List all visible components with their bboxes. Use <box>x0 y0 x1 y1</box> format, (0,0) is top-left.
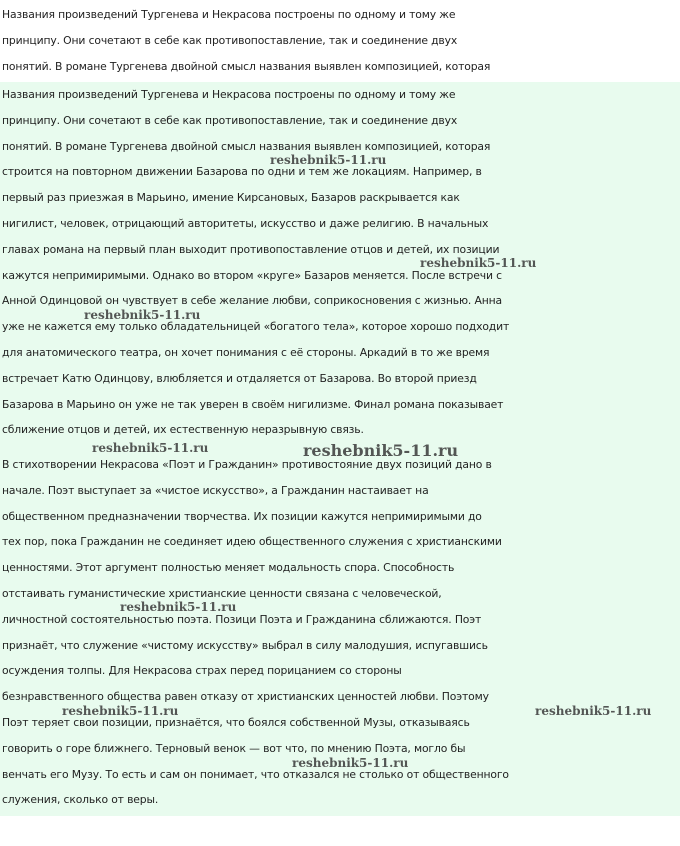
watermark-text: reshebnik5-11.ru <box>62 704 179 718</box>
text-line: понятий. В романе Тургенева двойной смысл названия выявлен композицией, которая <box>2 139 491 153</box>
watermark-text: reshebnik5-11.ru <box>92 441 209 455</box>
text-line: В стихотворении Некрасова «Поэт и Гражданин» противостояние двух позиций дано в <box>2 458 492 471</box>
text-line: строится на повторном движении Базарова по одни и тем же локациям. Например, в <box>2 165 482 179</box>
text-line: служения, сколько от веры. <box>2 793 159 807</box>
text-line: принципу. Они сочетают в себе как противопоставление, так и соединение двух <box>2 33 458 47</box>
watermark-text: reshebnik5-11.ru <box>120 600 237 614</box>
text-line: венчать его Музу. То есть и сам он понимает, что отказался не столько от общественного <box>2 767 509 781</box>
watermark-text: reshebnik5-11.ru <box>535 704 652 718</box>
paragraph-turgenev <box>0 82 680 443</box>
text-line: личностной состоятельностью поэта. Позици Поэта и Гражданина сближаются. Поэт <box>2 612 482 626</box>
text-line: первый раз приезжая в Марьино, имение Кирсановых, Базаров раскрывается как <box>2 191 460 205</box>
text-line: принципу. Они сочетают в себе как противопоставление, так и соединение двух <box>2 113 458 127</box>
text-line: сближение отцов и детей, их естественную неразрывную связь. <box>2 423 364 437</box>
text-line: признаёт, что служение «чистому искусству» выбрал в силу малодушия, испугавшись <box>2 638 488 652</box>
text-line: отстаивать гуманистические христианские ценности связана с человеческой, <box>2 586 442 600</box>
watermark-text: reshebnik5-11.ru <box>270 153 387 167</box>
text-line: Названия произведений Тургенева и Некрасова построены по одному и тому же <box>2 88 456 101</box>
overlapped-text-fragment <box>0 2 680 79</box>
text-line: ценностями. Этот аргумент полностью меняет модальность спора. Способность <box>2 561 455 575</box>
text-line: общественном предназначении творчества. Их позиции кажутся непримиримыми до <box>2 509 482 523</box>
watermark-text: reshebnik5-11.ru <box>292 756 409 770</box>
text-line: безнравственного общества равен отказу от христианских ценностей любви. Поэтому <box>2 690 489 704</box>
text-line: Поэт теряет свои позиции, признаётся, что боялся собственной Музы, отказываясь <box>2 715 470 729</box>
text-line: тех пор, пока Гражданин не соединяет идею общественного служения с христианскими <box>2 535 502 549</box>
text-line: главах романа на первый план выходит противопоставление отцов и детей, их позиции <box>2 242 500 256</box>
text-line: понятий. В романе Тургенева двойной смысл названия выявлен композицией, которая <box>2 59 491 73</box>
text-line: для анатомического театра, он хочет понимания с её стороны. Аркадий в то же время <box>2 345 490 359</box>
watermark-text: reshebnik5-11.ru <box>303 441 459 460</box>
text-line: нигилист, человек, отрицающий авторитеты, искусство и даже религию. В начальных <box>2 216 489 230</box>
text-line: Анной Одинцовой он чувствует в себе желание любви, соприкосновения с жизнью. Анна <box>2 294 502 308</box>
text-line: уже не кажется ему только обладательницей «богатого тела», которое хорошо подходит <box>2 320 510 334</box>
watermark-text: reshebnik5-11.ru <box>84 308 201 322</box>
text-line: Базарова в Марьино он уже не так уверен в своём нигилизме. Финал романа показывает <box>2 397 504 411</box>
text-line: начале. Поэт выступает за «чистое искусство», а Гражданин настаивает на <box>2 483 429 497</box>
text-line: встречает Катю Одинцову, влюбляется и отдаляется от Базарова. Во второй приезд <box>2 371 477 385</box>
text-line: осуждения толпы. Для Некрасова страх перед порицанием со стороны <box>2 664 402 678</box>
text-line: Названия произведений Тургенева и Некрасова построены по одному и тому же <box>2 8 456 21</box>
text-line: говорить о горе ближнего. Терновый венок — вот что, по мнению Поэта, могло бы <box>2 741 466 755</box>
watermark-text: reshebnik5-11.ru <box>420 256 537 270</box>
text-line: кажутся непримиримыми. Однако во втором «круге» Базаров меняется. После встречи с <box>2 268 502 282</box>
